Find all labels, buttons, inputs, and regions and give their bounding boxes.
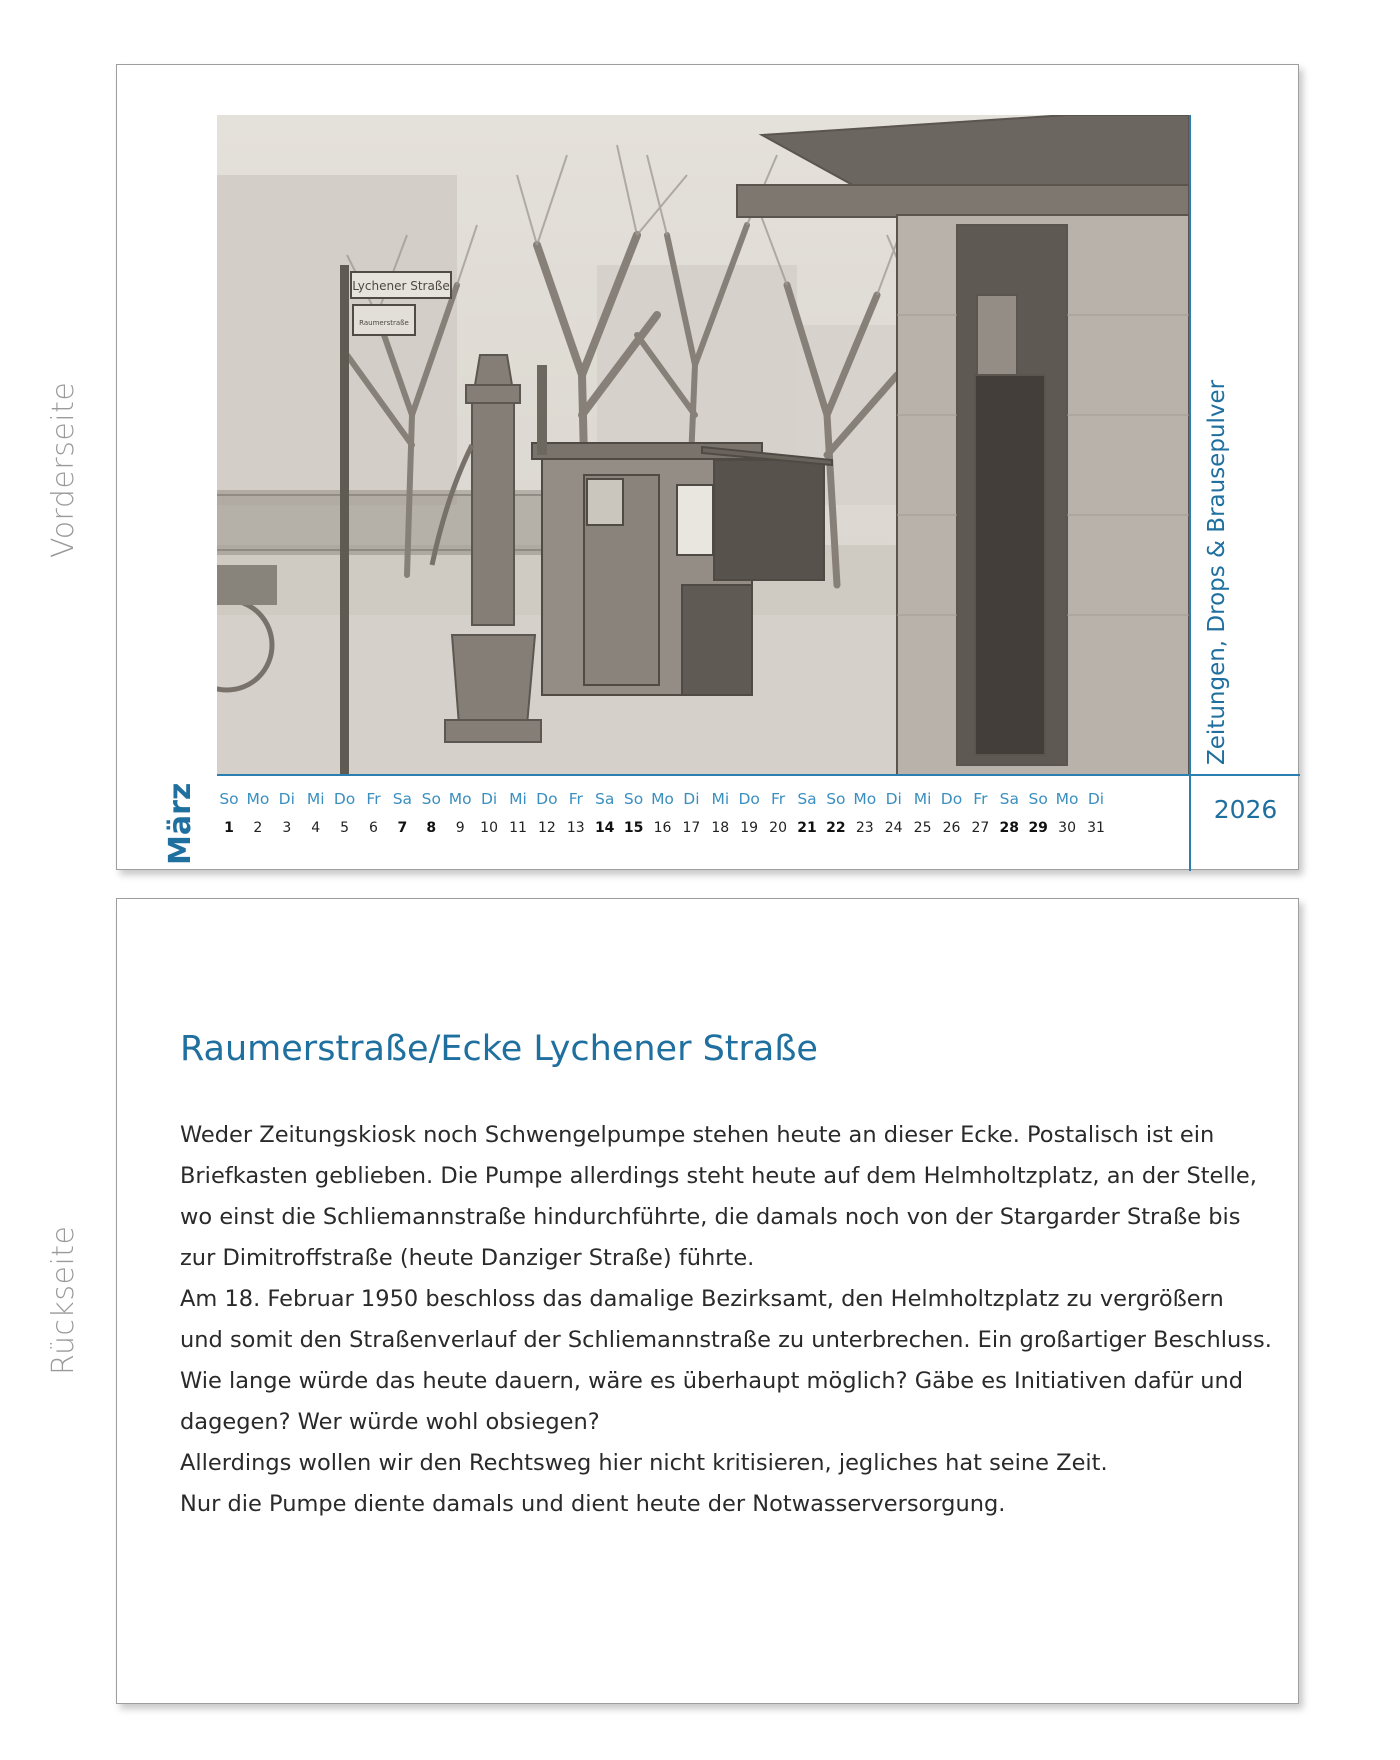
weekday-label: Di [278,790,295,808]
calendar-day [215,790,243,837]
weekday-label: So [421,790,441,808]
historic-photo [217,115,1189,775]
calendar-day [677,790,705,837]
calendar-day [793,790,821,837]
day-number: 10 [480,820,498,836]
calendar-day [822,790,850,837]
day-number: 9 [455,820,465,836]
weekday-label: Fr [771,790,786,808]
day-number: 4 [311,820,321,836]
weekday-label: Mo [246,790,270,808]
day-number: 17 [682,820,701,836]
day-number: 13 [566,820,585,836]
weekday-label: Sa [595,790,615,808]
body-line: Allerdings wollen wir den Rechtsweg hier nicht kritisieren, jegliches hat seine Zeit. [180,1450,1108,1476]
body-line: Nur die Pumpe diente damals und dient heute der Notwasserversorgung. [180,1491,1006,1517]
weekday-label: Mo [448,790,472,808]
calendar-day [995,790,1023,837]
calendar-day [764,790,792,837]
weekday-label: So [826,790,846,808]
weekday-label: Mi [306,790,325,808]
weekday-label: Di [885,790,902,808]
weekday-label: Do [333,790,356,808]
weekday-label: Di [480,790,498,808]
body-line: Wie lange würde das heute dauern, wäre es überhaupt möglich? Gäbe es Initiativen dafür und [180,1368,1244,1394]
weekday-label: Mi [509,790,527,808]
calendar-day [417,790,445,837]
back-body-text [180,1115,1272,1525]
weekday-label: Fr [366,790,381,808]
day-number: 23 [855,820,874,836]
day-number: 26 [942,820,961,836]
day-number: 24 [884,820,903,836]
weekday-label: Sa [392,790,413,808]
weekday-label: Di [683,790,700,808]
weekday-label: Fr [973,790,988,808]
body-line: Am 18. Februar 1950 beschloss das damalige Bezirksamt, den Helmholtzplatz zu vergrößern [180,1286,1224,1312]
body-line: wo einst die Schliemannstraße hindurchführte, die damals noch von der Stargarder Straße bis [180,1204,1241,1230]
calendar-day [735,790,763,837]
day-number: 30 [1058,820,1076,836]
day-number: 12 [537,820,556,836]
calendar-day [706,790,734,837]
month-label: März [163,782,198,865]
back-side-label: Rückseite [46,1225,81,1375]
day-number: 31 [1087,820,1105,836]
weekday-label: Mo [1055,790,1079,808]
weekday-label: Do [536,790,558,808]
body-line: Weder Zeitungskiosk noch Schwengelpumpe stehen heute an dieser Ecke. Postalisch ist ein [180,1122,1215,1148]
front-side-label: Vorderseite [46,381,81,559]
calendar-day [880,790,908,837]
calendar-day [1053,790,1081,837]
weekday-label: Do [940,790,963,808]
day-number: 14 [594,820,615,836]
weekday-label: Sa [999,790,1019,808]
day-number: 27 [971,820,990,836]
calendar-day [1082,790,1110,837]
card-vertical-title: Zeitungen, Drops & Brausepulver [1204,379,1230,765]
calendar-back-card [116,898,1299,1704]
day-number: 28 [999,820,1020,836]
weekday-label: Di [1087,790,1105,808]
weekday-label: Fr [568,790,583,808]
day-number: 11 [509,820,527,836]
calendar-day [620,790,648,837]
calendar-day [360,790,388,837]
calendar-day [244,790,272,837]
back-headline: Raumerstraße/Ecke Lychener Straße [180,1029,818,1069]
calendar-day [331,790,359,837]
calendar-day [533,790,561,837]
calendar-day [562,790,590,837]
calendar-day [446,790,474,837]
weekday-label: Mi [913,790,932,808]
weekday-label: Mo [853,790,877,808]
calendar-day [1024,790,1052,837]
calendar-day [302,790,330,837]
calendar-front-card [116,64,1299,870]
day-number: 21 [797,820,817,836]
calendar-day [504,790,532,837]
calendar-day [909,790,937,837]
day-number: 29 [1028,820,1048,836]
day-number: 3 [282,820,292,836]
day-number: 25 [913,820,932,836]
body-line: und somit den Straßenverlauf der Schliemannstraße zu unterbrechen. Ein großartiger Beschluss. [180,1327,1272,1353]
day-number: 19 [740,820,759,836]
body-line: zur Dimitroffstraße (heute Danziger Straße) führte. [180,1245,755,1271]
weekday-label: So [219,790,239,808]
day-number: 6 [369,820,378,836]
day-number: 22 [826,820,846,836]
calendar-year: 2026 [1213,795,1278,824]
calendar-day [966,790,994,837]
calendar-day [938,790,966,837]
day-number: 5 [340,820,350,836]
street-sign-lychener: Lychener Straße [352,279,450,293]
calendar-day [388,790,416,837]
day-number: 15 [623,820,644,836]
day-number: 1 [224,820,234,836]
weekday-label: Mo [651,790,674,808]
calendar-day [851,790,879,837]
vertical-blue-divider [1189,115,1191,871]
weekday-label: Mi [711,790,730,808]
day-number: 18 [711,820,730,836]
body-line: dagegen? Wer würde wohl obsiegen? [180,1409,600,1435]
calendar-day [649,790,677,837]
calendar-day [475,790,503,837]
day-number: 8 [426,820,437,836]
weekday-label: Do [738,790,760,808]
day-number: 7 [397,820,408,836]
body-line: Briefkasten geblieben. Die Pumpe allerdings steht heute auf dem Helmholtzplatz, an der Stelle, [180,1163,1257,1189]
day-number: 20 [769,820,787,836]
weekday-label: So [623,790,644,808]
horizontal-blue-divider [217,774,1300,776]
weekday-label: So [1028,790,1048,808]
street-sign-raumer: Raumerstraße [359,319,409,327]
weekday-label: Sa [797,790,817,808]
street-corner-photo-illustration [217,115,1189,775]
day-number: 16 [653,820,672,836]
calendar-day [591,790,619,837]
day-number: 2 [253,820,263,836]
calendar-day [273,790,301,837]
